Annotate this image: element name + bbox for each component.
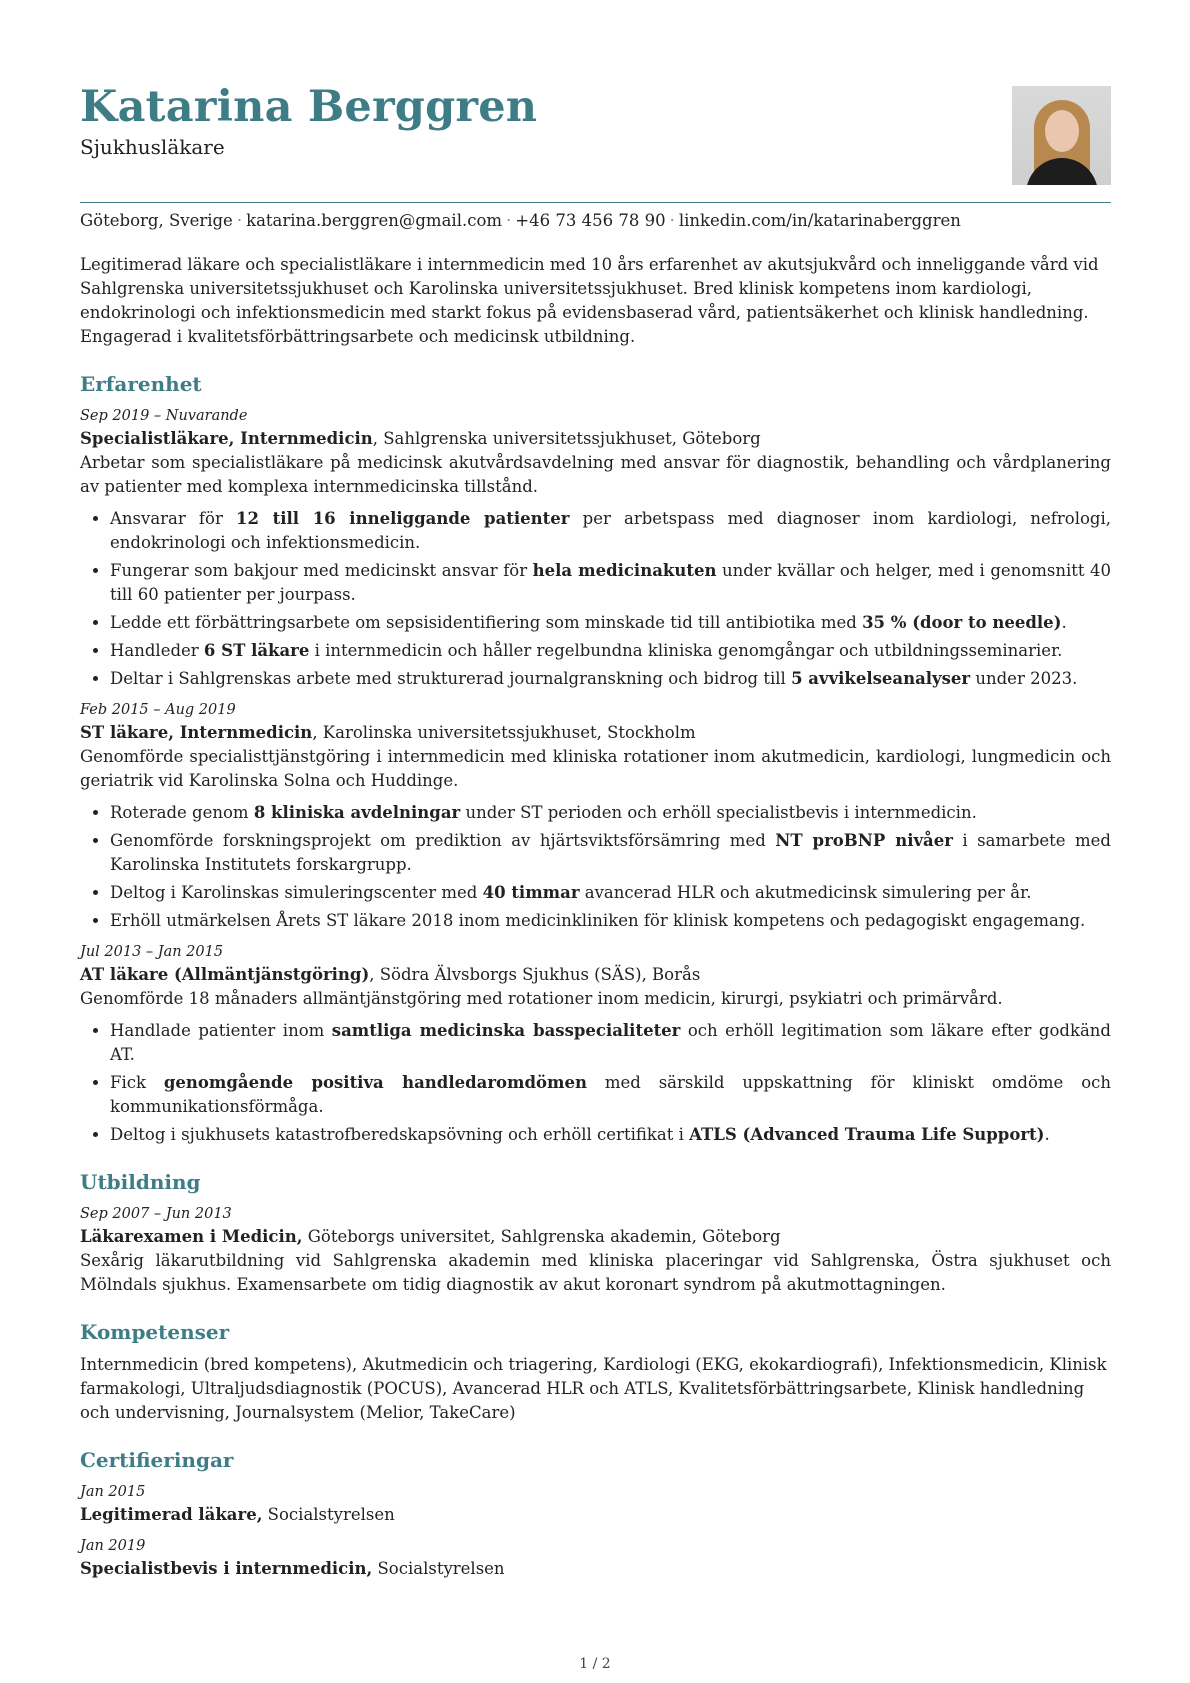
contact-line [80,209,1111,233]
bullet-item: • Roterade genom 8 kliniska avdelningar under ST perioden och erhöll specialistbevis i internmedicin. [110,801,1111,825]
certification-entry [80,1535,1111,1581]
contact-email[interactable]: katarina.berggren@gmail.com [246,211,503,230]
entry-org: , Södra Älvsborgs Sjukhus (SÄS), Borås [369,965,701,984]
candidate-name: Katarina Berggren [80,82,538,132]
experience-entry [80,699,1111,933]
entry-role: AT läkare (Allmäntjänstgöring) [80,965,370,984]
resume-page [80,60,1111,1589]
contact-separator: · [506,211,512,230]
entry-description: Genomförde specialisttjänstgöring i internmedicin med kliniska rotationer inom akutmedicin, kardiologi, lungmedicin och geriatrik vid Karolinska Solna och Huddinge. [80,747,1111,790]
entry-bullets [80,1019,1111,1147]
candidate-title: Sjukhusläkare [80,135,225,159]
entry-role: Läkarexamen i Medicin, [80,1227,303,1246]
experience-entry [80,941,1111,1147]
resume-header [80,82,1111,203]
entry-org: Socialstyrelsen [372,1559,505,1578]
entry-role-line [80,427,1111,451]
entry-description: Arbetar som specialistläkare på medicinsk akutvårdsavdelning med ansvar för diagnostik, behandling och vårdplanering av patienter med komplexa internmedicinska tillstånd. [80,453,1111,496]
photo-face-shape [1045,110,1079,152]
profile-summary: Legitimerad läkare och specialistläkare i internmedicin med 10 års erfarenhet av akutsjukvård och inneliggande vård vid Sahlgrenska universitetssjukhuset och Karolinska universitetssjukhuset. Bred klinisk kompetens inom kardiologi, endokrinologi och infektionsmedicin med starkt fokus på evidensbaserad vård, patientsäkerhet och klinisk handledning. Engagerad i kvalitetsförbättringsarbete och medicinsk utbildning. [80,255,1099,346]
bullet-item: • Handleder 6 ST läkare i internmedicin och håller regelbundna kliniska genomgångar och utbildningsseminarier. [110,639,1111,663]
entry-role-line [80,721,1111,745]
section-heading-certifications: Certifieringar [80,1448,234,1472]
entry-bullets [80,507,1111,691]
entry-role-line [80,1557,1111,1581]
contact-location: Göteborg, Sverige [80,211,233,230]
entry-description: Genomförde 18 månaders allmäntjänstgöring med rotationer inom medicin, kirurgi, psykiatri och primärvård. [80,989,1003,1008]
certification-entry [80,1481,1111,1527]
education-entry [80,1203,1111,1297]
entry-role: Legitimerad läkare, [80,1505,263,1524]
entry-role-line [80,1503,1111,1527]
entry-org: , Karolinska universitetssjukhuset, Stockholm [312,723,696,742]
entry-org: , Sahlgrenska universitetssjukhuset, Göteborg [372,429,761,448]
entry-date: Jan 2019 [80,1538,146,1554]
section-heading-experience: Erfarenhet [80,372,202,396]
contact-separator: · [669,211,675,230]
entry-org: Göteborgs universitet, Sahlgrenska akademin, Göteborg [302,1227,781,1246]
bullet-item: • Fungerar som bakjour med medicinskt ansvar för hela medicinakuten under kvällar och helger, med i genomsnitt 40 till 60 patienter per jourpass. [110,559,1111,607]
entry-role-line [80,963,1111,987]
bullet-item: • Handlade patienter inom samtliga medicinska basspecialiteter och erhöll legitimation som läkare efter godkänd AT. [110,1019,1111,1067]
entry-date: Jul 2013 – Jan 2015 [80,944,224,960]
bullet-item: • Erhöll utmärkelsen Årets ST läkare 2018 inom medicinkliniken för klinisk kompetens och pedagogiskt engagemang. [110,909,1111,933]
entry-role-line [80,1225,1111,1249]
profile-photo [1012,86,1111,185]
contact-linkedin[interactable]: linkedin.com/in/katarinaberggren [678,211,961,230]
entry-bullets [80,801,1111,933]
entry-date: Sep 2019 – Nuvarande [80,408,248,424]
page-number: 1 / 2 [579,1656,611,1672]
experience-entry [80,405,1111,691]
entry-role: Specialistläkare, Internmedicin [80,429,373,448]
entry-org: Socialstyrelsen [262,1505,395,1524]
bullet-item: • Fick genomgående positiva handledaromdömen med särskild uppskattning för kliniskt omdöme och kommunikationsförmåga. [110,1071,1111,1119]
contact-separator: · [236,211,243,230]
bullet-item: • Deltar i Sahlgrenskas arbete med strukturerad journalgranskning och bidrog till 5 avvikelseanalyser under 2023. [110,667,1111,691]
entry-role: Specialistbevis i internmedicin, [80,1559,373,1578]
entry-date: Jan 2015 [80,1484,146,1500]
bullet-item: • Deltog i sjukhusets katastrofberedskapsövning och erhöll certifikat i ATLS (Advanced Trauma Life Support). [110,1123,1111,1147]
entry-date: Sep 2007 – Jun 2013 [80,1206,232,1222]
bullet-item: • Deltog i Karolinskas simuleringscenter med 40 timmar avancerad HLR och akutmedicinsk simulering per år. [110,881,1111,905]
bullet-item: • Ledde ett förbättringsarbete om sepsisidentifiering som minskade tid till antibiotika med 35 % (door to needle). [110,611,1111,635]
bullet-item: • Genomförde forskningsprojekt om prediktion av hjärtsviktsförsämring med NT proBNP nivåer i samarbete med Karolinska Institutets forskargrupp. [110,829,1111,877]
skills-list: Internmedicin (bred kompetens), Akutmedicin och triagering, Kardiologi (EKG, ekokardiografi), Infektionsmedicin, Klinisk farmakologi, Ultraljudsdiagnostik (POCUS), Avancerad HLR och ATLS, Kvalitetsförbättringsarbete, Klinisk handledning och undervisning, Journalsystem (Melior, TakeCare) [80,1355,1107,1422]
section-heading-skills: Kompetenser [80,1320,230,1344]
entry-role: ST läkare, Internmedicin [80,723,313,742]
bullet-item: • Ansvarar för 12 till 16 inneliggande patienter per arbetspass med diagnoser inom kardiologi, nefrologi, endokrinologi och infektionsmedicin. [110,507,1111,555]
section-heading-education: Utbildning [80,1170,201,1194]
entry-date: Feb 2015 – Aug 2019 [80,702,236,718]
entry-description: Sexårig läkarutbildning vid Sahlgrenska akademin med kliniska placeringar vid Sahlgrenska, Östra sjukhuset och Mölndals sjukhus. Examensarbete om tidig diagnostik av akut koronart syndrom på akutmottagningen. [80,1251,1111,1294]
contact-phone[interactable]: +46 73 456 78 90 [515,211,666,230]
